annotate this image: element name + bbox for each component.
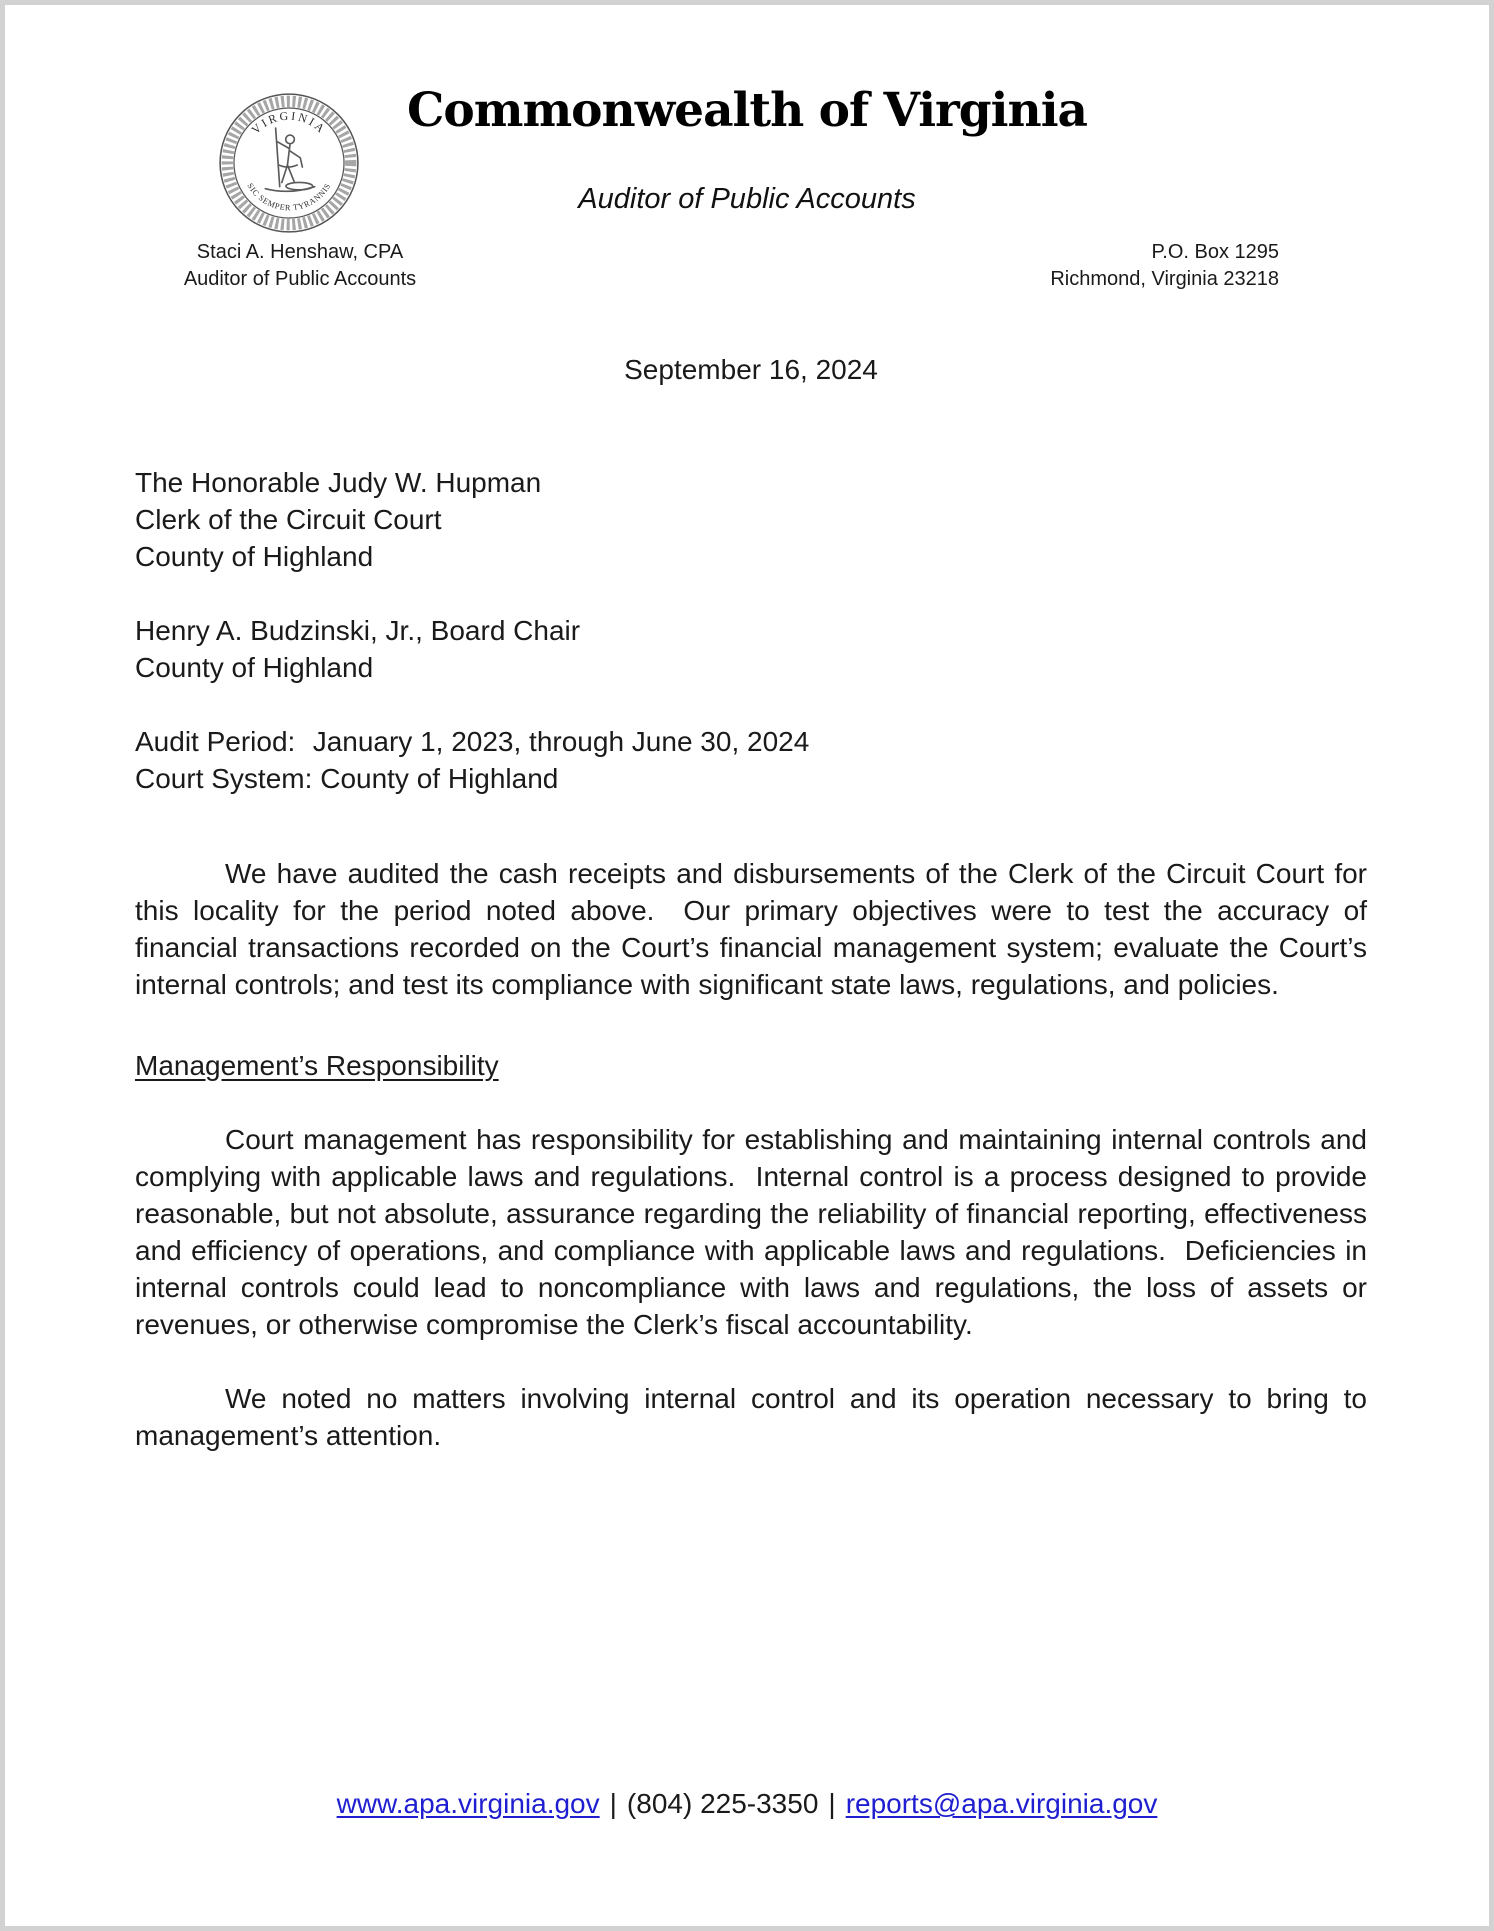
section-heading-managements-responsibility: Management’s Responsibility	[135, 1050, 499, 1081]
page-footer	[5, 1788, 1489, 1820]
agency-address	[1050, 239, 1279, 293]
address-line-2: Richmond, Virginia 23218	[1050, 268, 1279, 290]
letter-date: September 16, 2024	[624, 354, 878, 385]
official-block	[155, 239, 445, 293]
recipient-locality: County of Highland	[135, 541, 374, 572]
paragraph-audit-scope: We have audited the cash receipts and disbursements of the Clerk of the Circuit Court for this locality for the period noted above. Our primary objectives were to test the accuracy of financial transactions recorded on the Court’s financial management system; evaluate the Court’s internal controls; and test its compliance with significant state laws, regulations, and policies.	[135, 858, 1375, 1000]
footer-separator: |	[609, 1788, 617, 1819]
address-line-1: P.O. Box 1295	[1151, 241, 1279, 263]
agency-title: Commonwealth of Virginia	[406, 83, 1088, 138]
court-system-label: Court System:	[135, 763, 313, 794]
court-system-line	[135, 760, 1367, 797]
email-link[interactable]: reports@apa.virginia.gov	[845, 1788, 1158, 1819]
seal-bottom-text: SIC SEMPER TYRANNIS	[245, 181, 333, 213]
audit-period-label: Audit Period:	[135, 726, 296, 757]
audit-period-value: January 1, 2023, through June 30, 2024	[312, 726, 810, 757]
agency-subtitle: Auditor of Public Accounts	[578, 183, 916, 215]
reference-block	[135, 723, 1367, 797]
recipient-name: Henry A. Budzinski, Jr., Board Chair	[135, 615, 581, 646]
recipient-block-board-chair	[135, 612, 1367, 686]
recipient-locality: County of Highland	[135, 652, 374, 683]
letterhead	[5, 5, 1489, 305]
seal-top-text: VIRGINIA	[248, 108, 330, 137]
paragraph-management-responsibility: Court management has responsibility for establishing and maintaining internal controls and complying with applicable laws and regulations. Internal control is a process designed to provide reasonable, but not absolute, assurance regarding the reliability of financial reporting, effectiveness and efficiency of operations, and compliance with applicable laws and regulations. Deficiencies in internal controls could lead to noncompliance with laws and regulations, the loss of assets or revenues, or otherwise compromise the Clerk’s fiscal accountability.	[135, 1124, 1375, 1340]
recipient-title: Clerk of the Circuit Court	[135, 504, 442, 535]
recipient-name: The Honorable Judy W. Hupman	[135, 467, 542, 498]
website-link[interactable]: www.apa.virginia.gov	[336, 1788, 600, 1819]
official-name: Staci A. Henshaw, CPA	[196, 241, 404, 263]
footer-separator: |	[828, 1788, 836, 1819]
paragraph-no-matters-noted: We noted no matters involving internal control and its operation necessary to bring to management’s attention.	[135, 1383, 1375, 1451]
letter-body	[5, 351, 1489, 1454]
phone-number: (804) 225-3350	[626, 1788, 819, 1819]
official-title: Auditor of Public Accounts	[183, 268, 417, 290]
court-system-value: County of Highland	[320, 763, 559, 794]
audit-period-line	[135, 723, 1367, 760]
recipient-block-clerk	[135, 464, 1367, 575]
